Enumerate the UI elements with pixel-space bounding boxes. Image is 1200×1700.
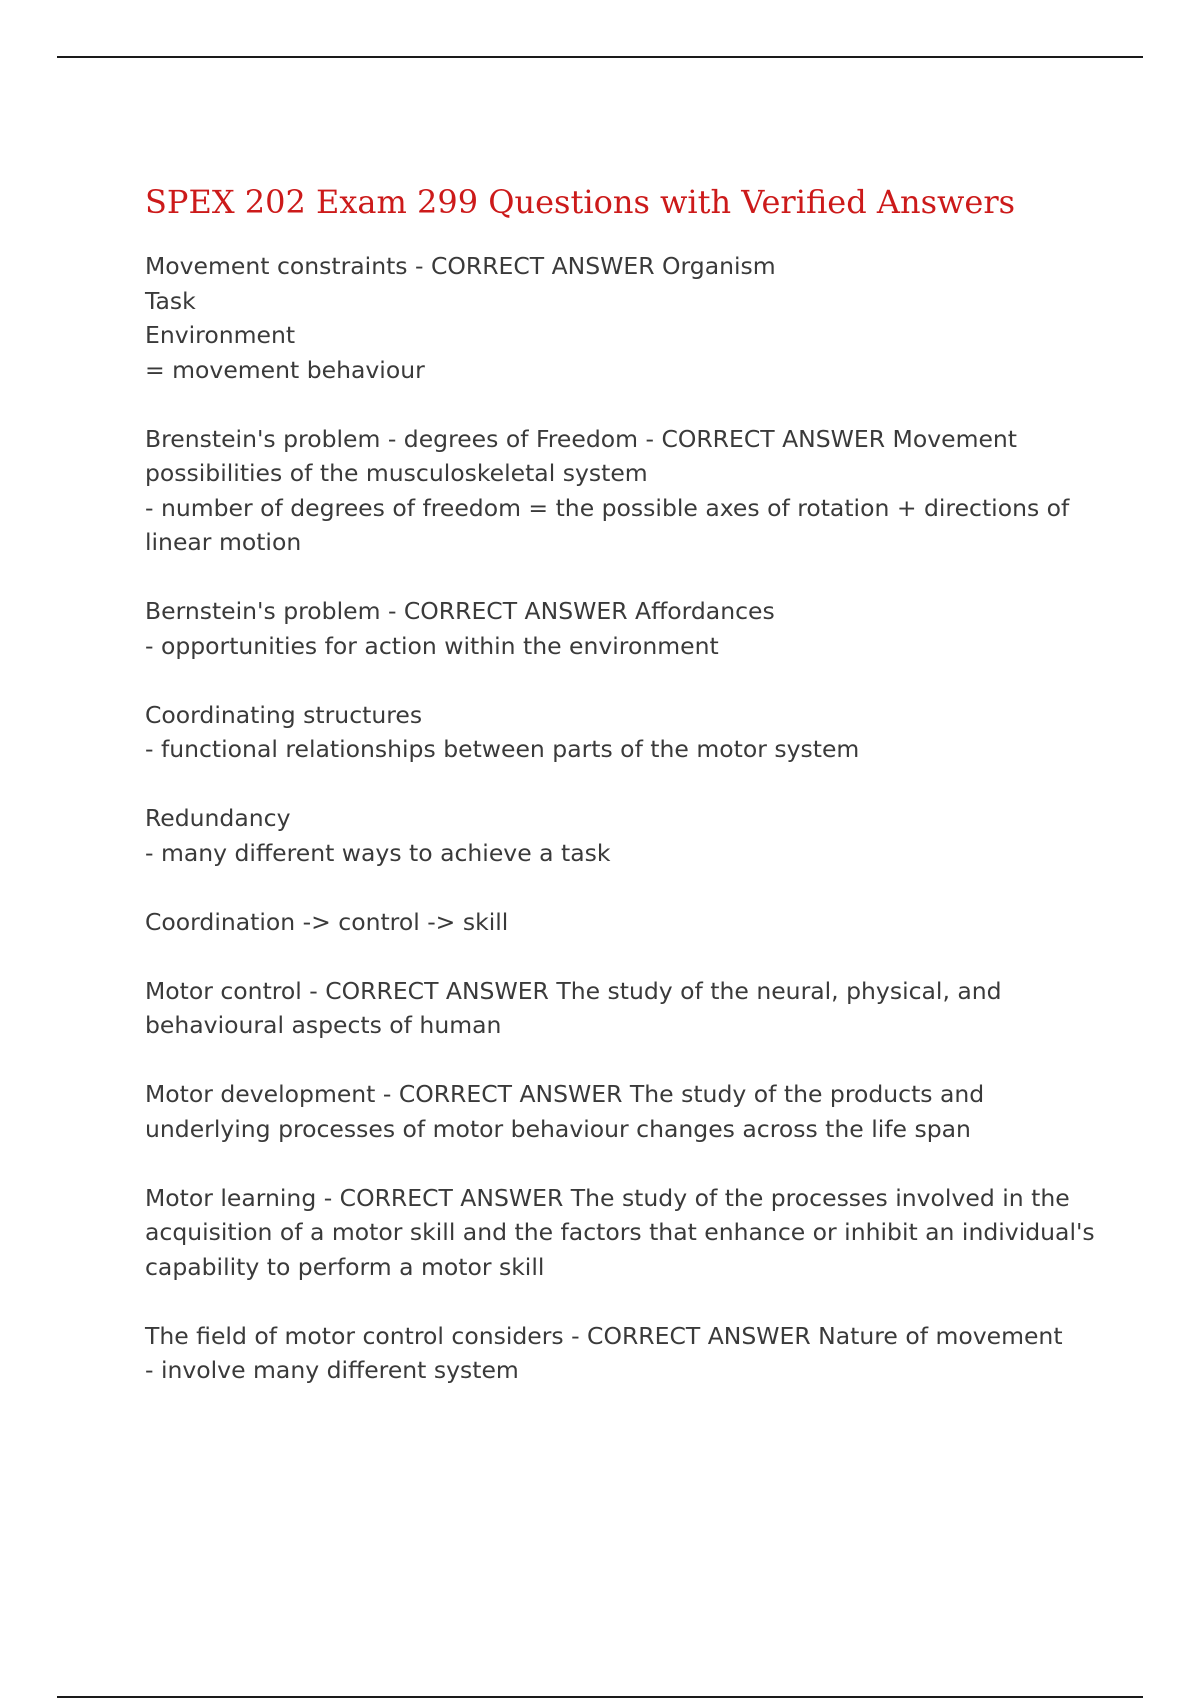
entry-line: Environment: [145, 321, 296, 349]
document-body: [145, 182, 1095, 1422]
entry: [145, 698, 1075, 767]
entry-line: = movement behaviour: [145, 355, 425, 384]
entry-line: The field of motor control considers - CORRECT ANSWER Nature of movement: [145, 1321, 1063, 1350]
entry-line: linear motion: [145, 528, 302, 556]
entry-line: - functional relationships between parts of the motor system: [145, 735, 860, 763]
entry: [145, 1077, 1075, 1146]
entry-line: Brenstein's problem - degrees of Freedom - CORRECT ANSWER Movement: [145, 424, 1018, 453]
entry: [145, 249, 1075, 387]
bottom-rule: [57, 1696, 1143, 1698]
top-rule: [57, 56, 1143, 58]
entry: [145, 1181, 1095, 1285]
entry: [145, 905, 1075, 940]
entry: [145, 594, 1075, 663]
document-title: SPEX 202 Exam 299 Questions with Verified Answers: [145, 183, 1016, 221]
entry-line: Coordination -> control -> skill: [145, 907, 509, 936]
entry-line: Motor control - CORRECT ANSWER The study of the neural, physical, and: [145, 976, 1002, 1005]
entry: [145, 974, 1075, 1043]
entry-line: possibilities of the musculoskeletal system: [145, 459, 648, 487]
entry-line: - many different ways to achieve a task: [145, 838, 611, 867]
entry-line: capability to perform a motor skill: [145, 1252, 545, 1281]
entry-line: Task: [145, 286, 196, 315]
entry: [145, 801, 1075, 870]
entry-line: Motor development - CORRECT ANSWER The study of the products and: [145, 1080, 985, 1108]
entry-line: - involve many different system: [145, 1356, 519, 1384]
entry-line: Redundancy: [145, 804, 291, 832]
entry: [145, 422, 1075, 560]
entry-line: Motor learning - CORRECT ANSWER The study of the processes involved in the: [145, 1183, 1070, 1212]
entry-line: Coordinating structures: [145, 700, 423, 729]
entry-line: acquisition of a motor skill and the factors that enhance or inhibit an individual's: [145, 1218, 1095, 1246]
entry-line: - number of degrees of freedom = the possible axes of rotation + directions of: [145, 493, 1070, 522]
entry-line: behavioural aspects of human: [145, 1011, 502, 1039]
entry-line: Movement constraints - CORRECT ANSWER Organism: [145, 252, 776, 280]
entry-line: Bernstein's problem - CORRECT ANSWER Affordances: [145, 597, 775, 625]
entry: [145, 1319, 1075, 1388]
entry-line: - opportunities for action within the environment: [145, 631, 719, 660]
entry-line: underlying processes of motor behaviour changes across the life span: [145, 1114, 971, 1143]
